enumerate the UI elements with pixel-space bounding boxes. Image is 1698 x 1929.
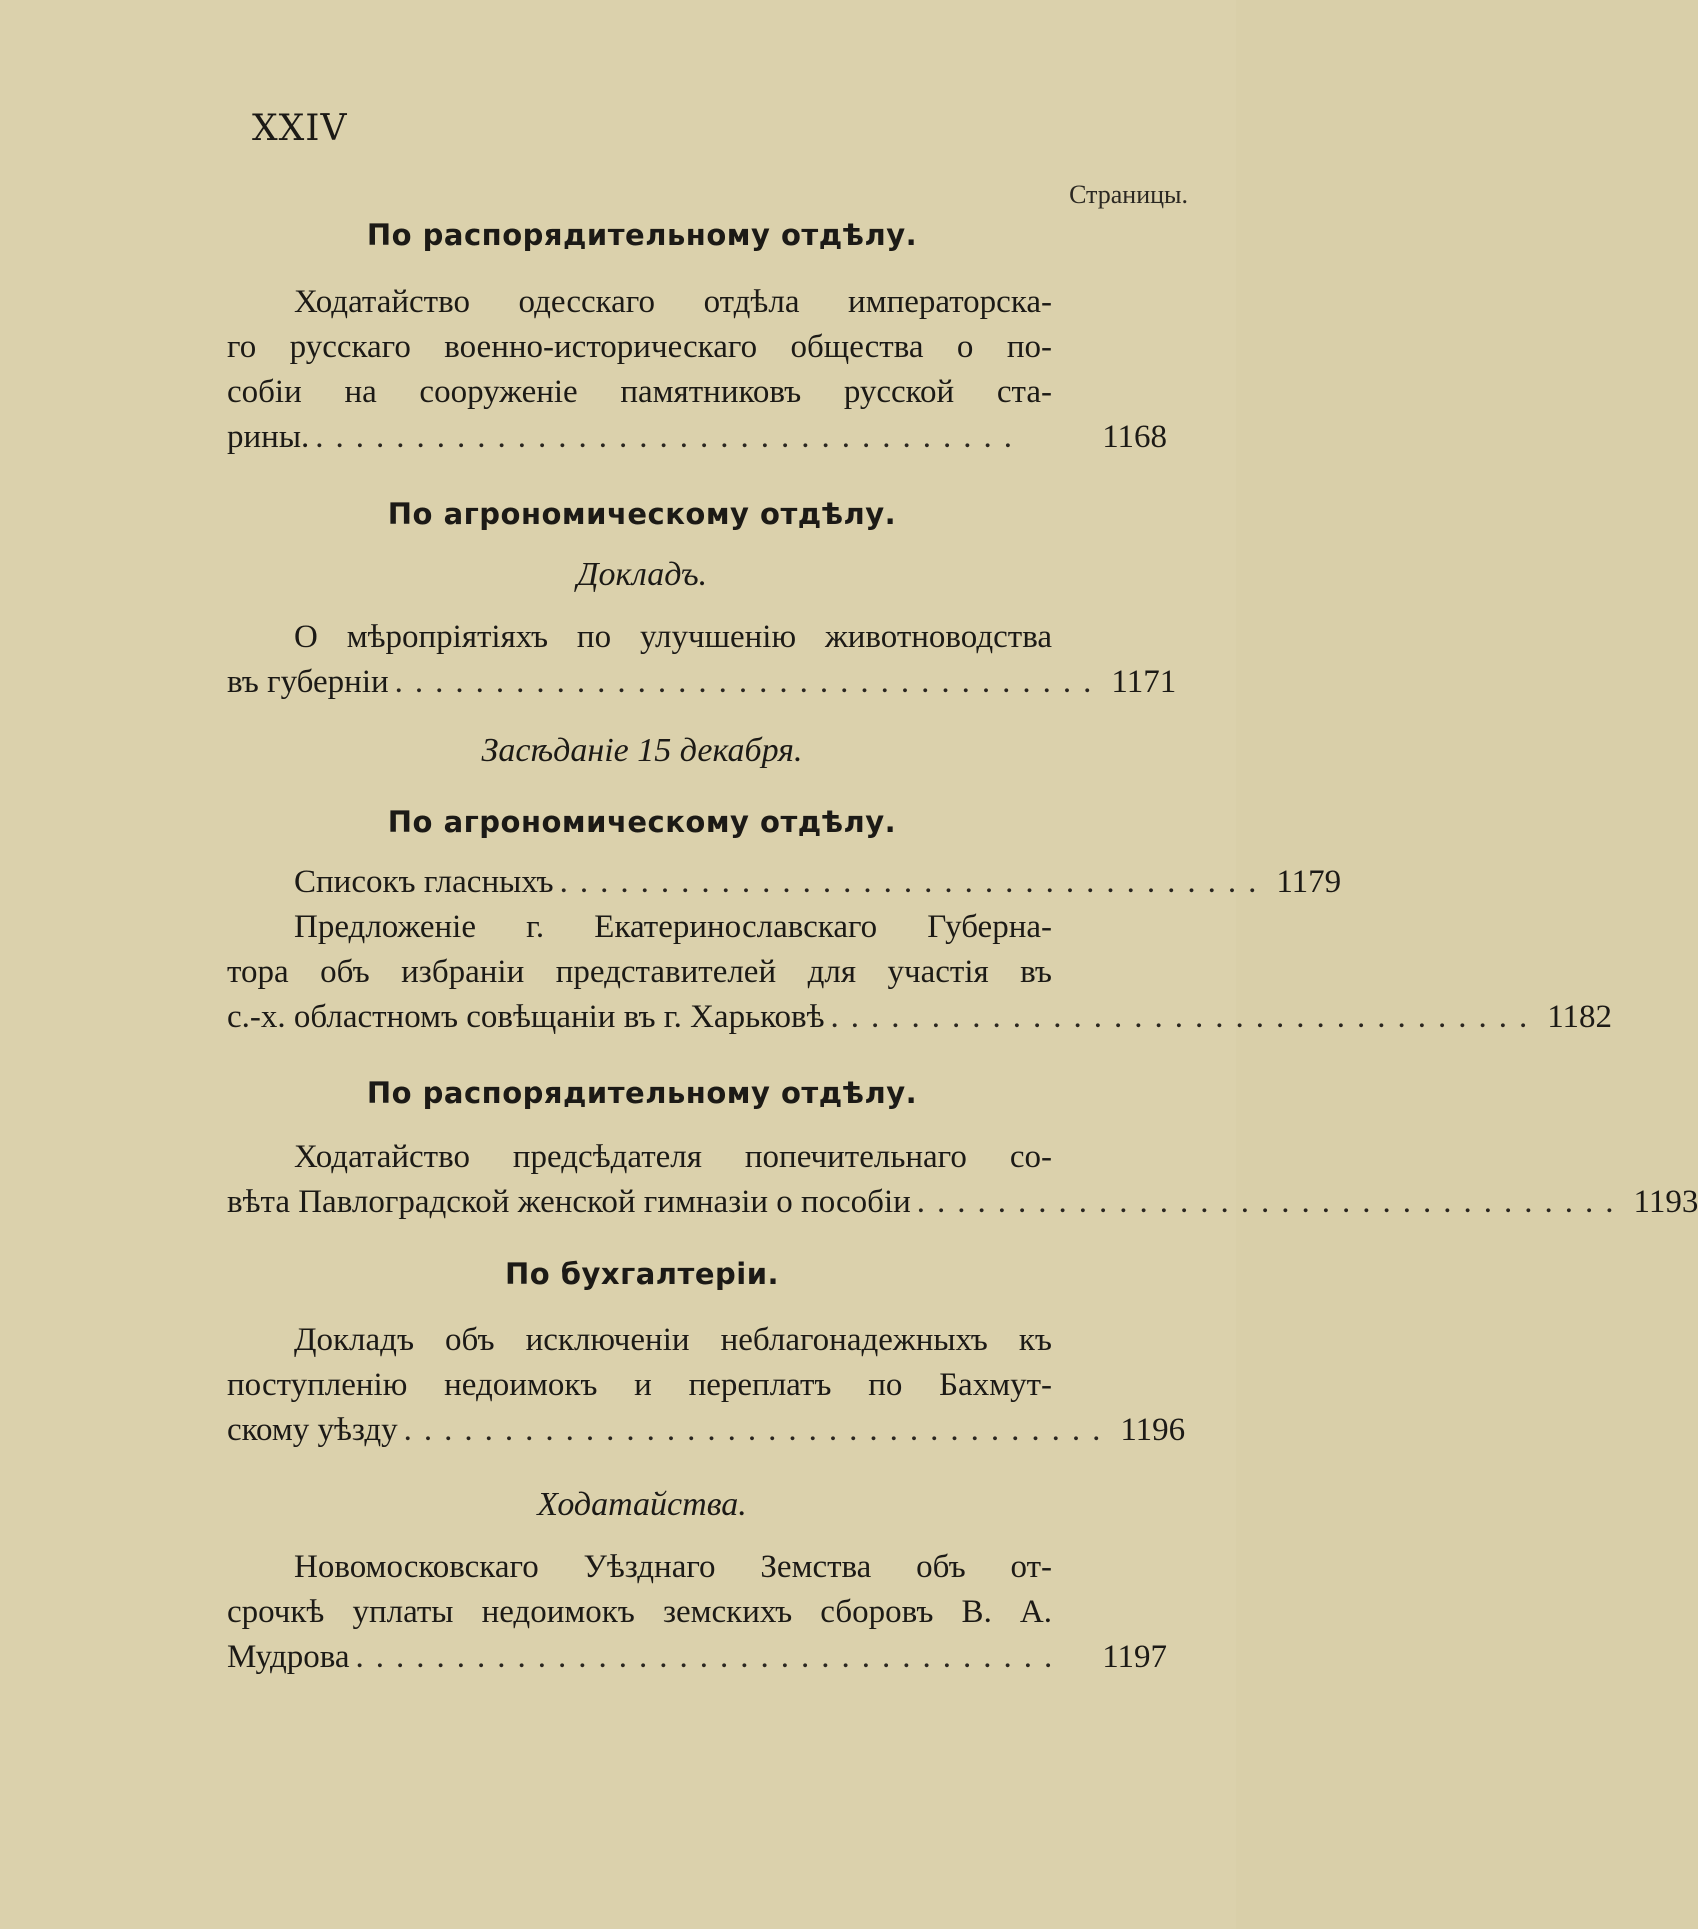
page-number: 1197 [1102,1639,1167,1675]
entry-line: Списокъ гласныхъ [294,864,554,900]
entry-last-line [227,415,1167,460]
toc-entry [227,615,1177,705]
section-subheading: Ходатайства. [537,1486,747,1523]
dot-leader: ................................... [830,999,1540,1035]
entry-line: срочкѣ уплаты недоимокъ земскихъ сборовъ В. А. [227,1594,1052,1630]
entry-line: Предложеніе г. Екатеринославскаго Губерна- [294,909,1052,945]
page-number: 1196 [1120,1412,1186,1448]
entry-last-line [227,660,1177,705]
dot-leader: ................................... [916,1184,1626,1220]
toc-entry [227,860,1342,905]
entry-line: Ходатайство одесскаго отдѣла императорска- [294,284,1052,320]
page-number: 1171 [1111,664,1177,700]
section-heading: По агрономическому отдѣлу. [387,497,897,531]
entry-last-line [227,1180,1698,1225]
dot-leader: ................................... [355,1639,1065,1675]
entry-line: скому уѣзду [227,1412,398,1448]
toc-entry [227,280,1167,460]
dot-leader: ................................... [559,864,1269,900]
entry-line: Ходатайство предсѣдателя попечительнаго со- [294,1139,1052,1175]
toc-entry [227,905,1613,1040]
section-heading: По агрономическому отдѣлу. [387,805,897,839]
entry-line: вѣта Павлоградской женской гимназіи о пособіи [227,1184,911,1220]
entry-line: рины. [227,419,310,455]
entry-line: О мѣропріятіяхъ по улучшенію животноводства [294,619,1052,655]
entry-last-line [294,860,1342,905]
dot-leader: ................................... [394,664,1104,700]
page-number-roman: XXIV [252,108,348,149]
section-subheading: Докладъ. [576,556,708,593]
section-heading: По распорядительному отдѣлу. [366,218,918,252]
dot-leader: ................................... [315,419,1024,455]
entry-line: Мудрова [227,1639,350,1675]
page-number: 1179 [1276,864,1342,900]
page-number: 1182 [1547,999,1613,1035]
entry-last-line [227,1408,1186,1453]
entry-line: го русскаго военно-историческаго общества о по- [227,329,1052,365]
entry-line: с.-х. областномъ совѣщаніи въ г. Харьковѣ [227,999,825,1035]
entry-line: собіи на сооруженіе памятниковъ русской ста- [227,374,1052,410]
entry-last-line [227,1635,1167,1680]
entry-line: поступленію недоимокъ и переплатъ по Бахмут- [227,1367,1052,1403]
meeting-date-heading: Засѣданіе 15 декабря. [481,732,803,769]
entry-line: Докладъ объ исключеніи неблагонадежныхъ къ [294,1322,1052,1358]
toc-entry [227,1318,1186,1453]
page-number: 1168 [1102,419,1167,455]
entry-line: въ губерніи [227,664,389,700]
entry-line: тора объ избраніи представителей для участія въ [227,954,1052,990]
toc-entry [227,1135,1698,1225]
section-heading: По бухгалтеріи. [504,1257,780,1291]
dot-leader: ................................... [403,1412,1113,1448]
page-number: 1193 [1633,1184,1698,1220]
entry-line: Новомосковскаго Уѣзднаго Земства объ от- [294,1549,1052,1585]
pages-column-label: Страницы. [1069,180,1188,209]
toc-entry [227,1545,1167,1680]
entry-last-line [227,995,1613,1040]
section-heading: По распорядительному отдѣлу. [366,1076,918,1110]
